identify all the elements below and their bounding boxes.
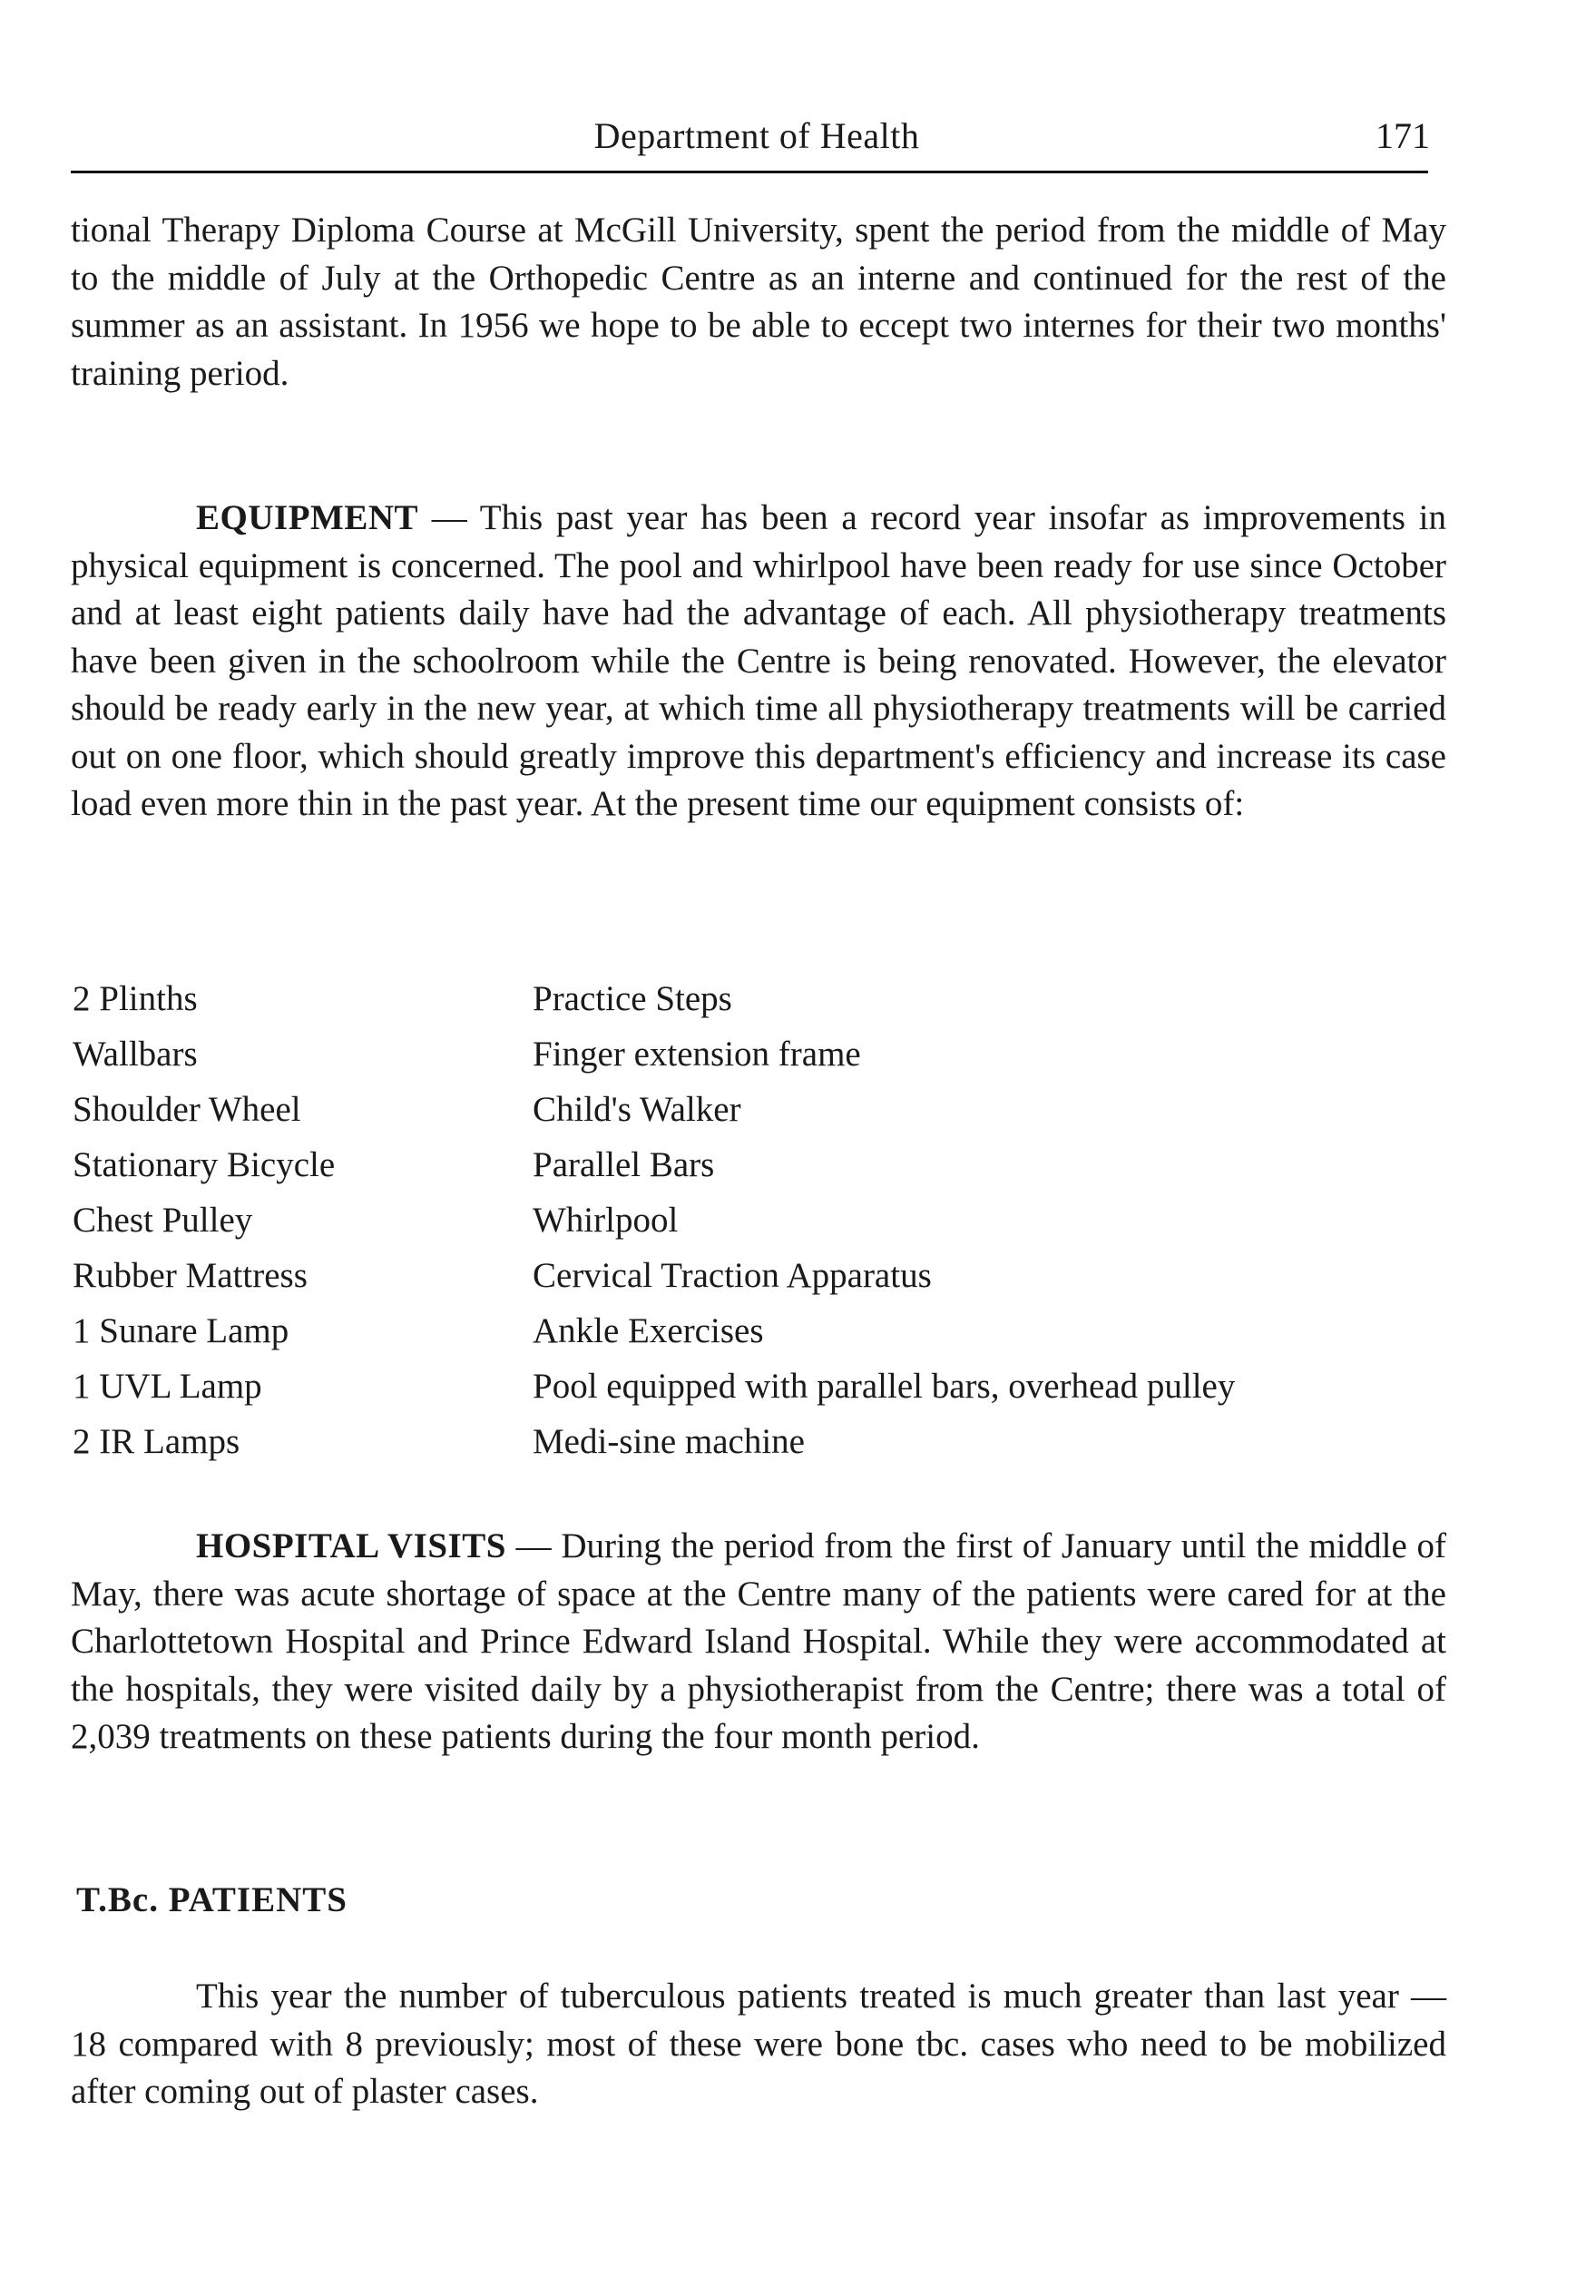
running-title: Department of Health: [593, 115, 920, 156]
tbc-patients-heading: T.Bc. PATIENTS: [76, 1880, 348, 1919]
equipment-list-right: [533, 971, 1235, 1469]
list-item: Child's Walker: [533, 1090, 741, 1129]
equipment-list-left: [73, 971, 335, 1469]
list-item: Stationary Bicycle: [73, 1145, 336, 1184]
list-item: Finger extension frame: [533, 1035, 861, 1074]
list-item: Pool equipped with parallel bars, overhead pulley: [533, 1367, 1236, 1406]
equipment-text: — This past year has been a record year insofar as improvements in physical equipment is concerned. The pool and whirlpool have been ready for use since October and at least eight patients daily have had the advantage of each. All physiotherapy treatments have been given in the schoolroom while the Centre is being renovated. However, the elevator should be ready early in the new year, at which time all physiotherapy treatments will be carried out on one floor, which should greatly improve this department's efficiency and increase its case load even more thin in the past year. At the present time our equipment consists of:: [71, 498, 1446, 823]
equipment-label: EQUIPMENT: [196, 498, 419, 537]
list-item: 1 Sunare Lamp: [73, 1311, 289, 1350]
list-item: Medi-sine machine: [533, 1422, 805, 1461]
page-header: [71, 107, 1443, 165]
list-item: Shoulder Wheel: [73, 1090, 301, 1129]
list-item: Chest Pulley: [73, 1201, 253, 1240]
hospital-visits-label: HOSPITAL VISITS: [196, 1526, 506, 1565]
intro-paragraph: tional Therapy Diploma Course at McGill University, spent the period from the middle of May to the middle of July at the Orthopedic Centre as an interne and continued for the rest of the summer as an assistant. In 1956 we hope to be able to eccept two internes for their two months' training period.: [71, 211, 1446, 393]
list-item: Cervical Traction Apparatus: [533, 1256, 932, 1295]
equipment-paragraph: [71, 495, 1446, 829]
list-item: 2 IR Lamps: [73, 1422, 240, 1461]
page-number: 171: [1376, 115, 1430, 156]
list-item: Rubber Mattress: [73, 1256, 308, 1295]
document-page: [71, 0, 1446, 2296]
hospital-visits-text: — During the period from the first of January until the middle of May, there was acute shortage of space at the Centre many of the patients were cared for at the Charlottetown Hospital and Prince Edward Island Hospital. While they were accommodated at the hospitals, they were visited daily by a physiotherapist from the Centre; there was a total of 2,039 treatments on these patients during the four month period.: [71, 1526, 1446, 1756]
header-rule: [71, 171, 1428, 173]
list-item: Ankle Exercises: [533, 1311, 764, 1350]
list-item: 1 UVL Lamp: [73, 1367, 262, 1406]
list-item: Whirlpool: [533, 1201, 679, 1240]
list-item: 2 Plinths: [73, 979, 198, 1018]
list-item: Wallbars: [73, 1035, 198, 1074]
list-item: Practice Steps: [533, 979, 732, 1018]
hospital-visits-paragraph: [71, 1523, 1446, 1761]
tbc-paragraph: This year the number of tuberculous patients treated is much greater than last year — 18 compared with 8 previously; most of these were bone tbc. cases who need to be mobilized after coming out of plaster cases.: [71, 1977, 1446, 2111]
list-item: Parallel Bars: [533, 1145, 715, 1184]
